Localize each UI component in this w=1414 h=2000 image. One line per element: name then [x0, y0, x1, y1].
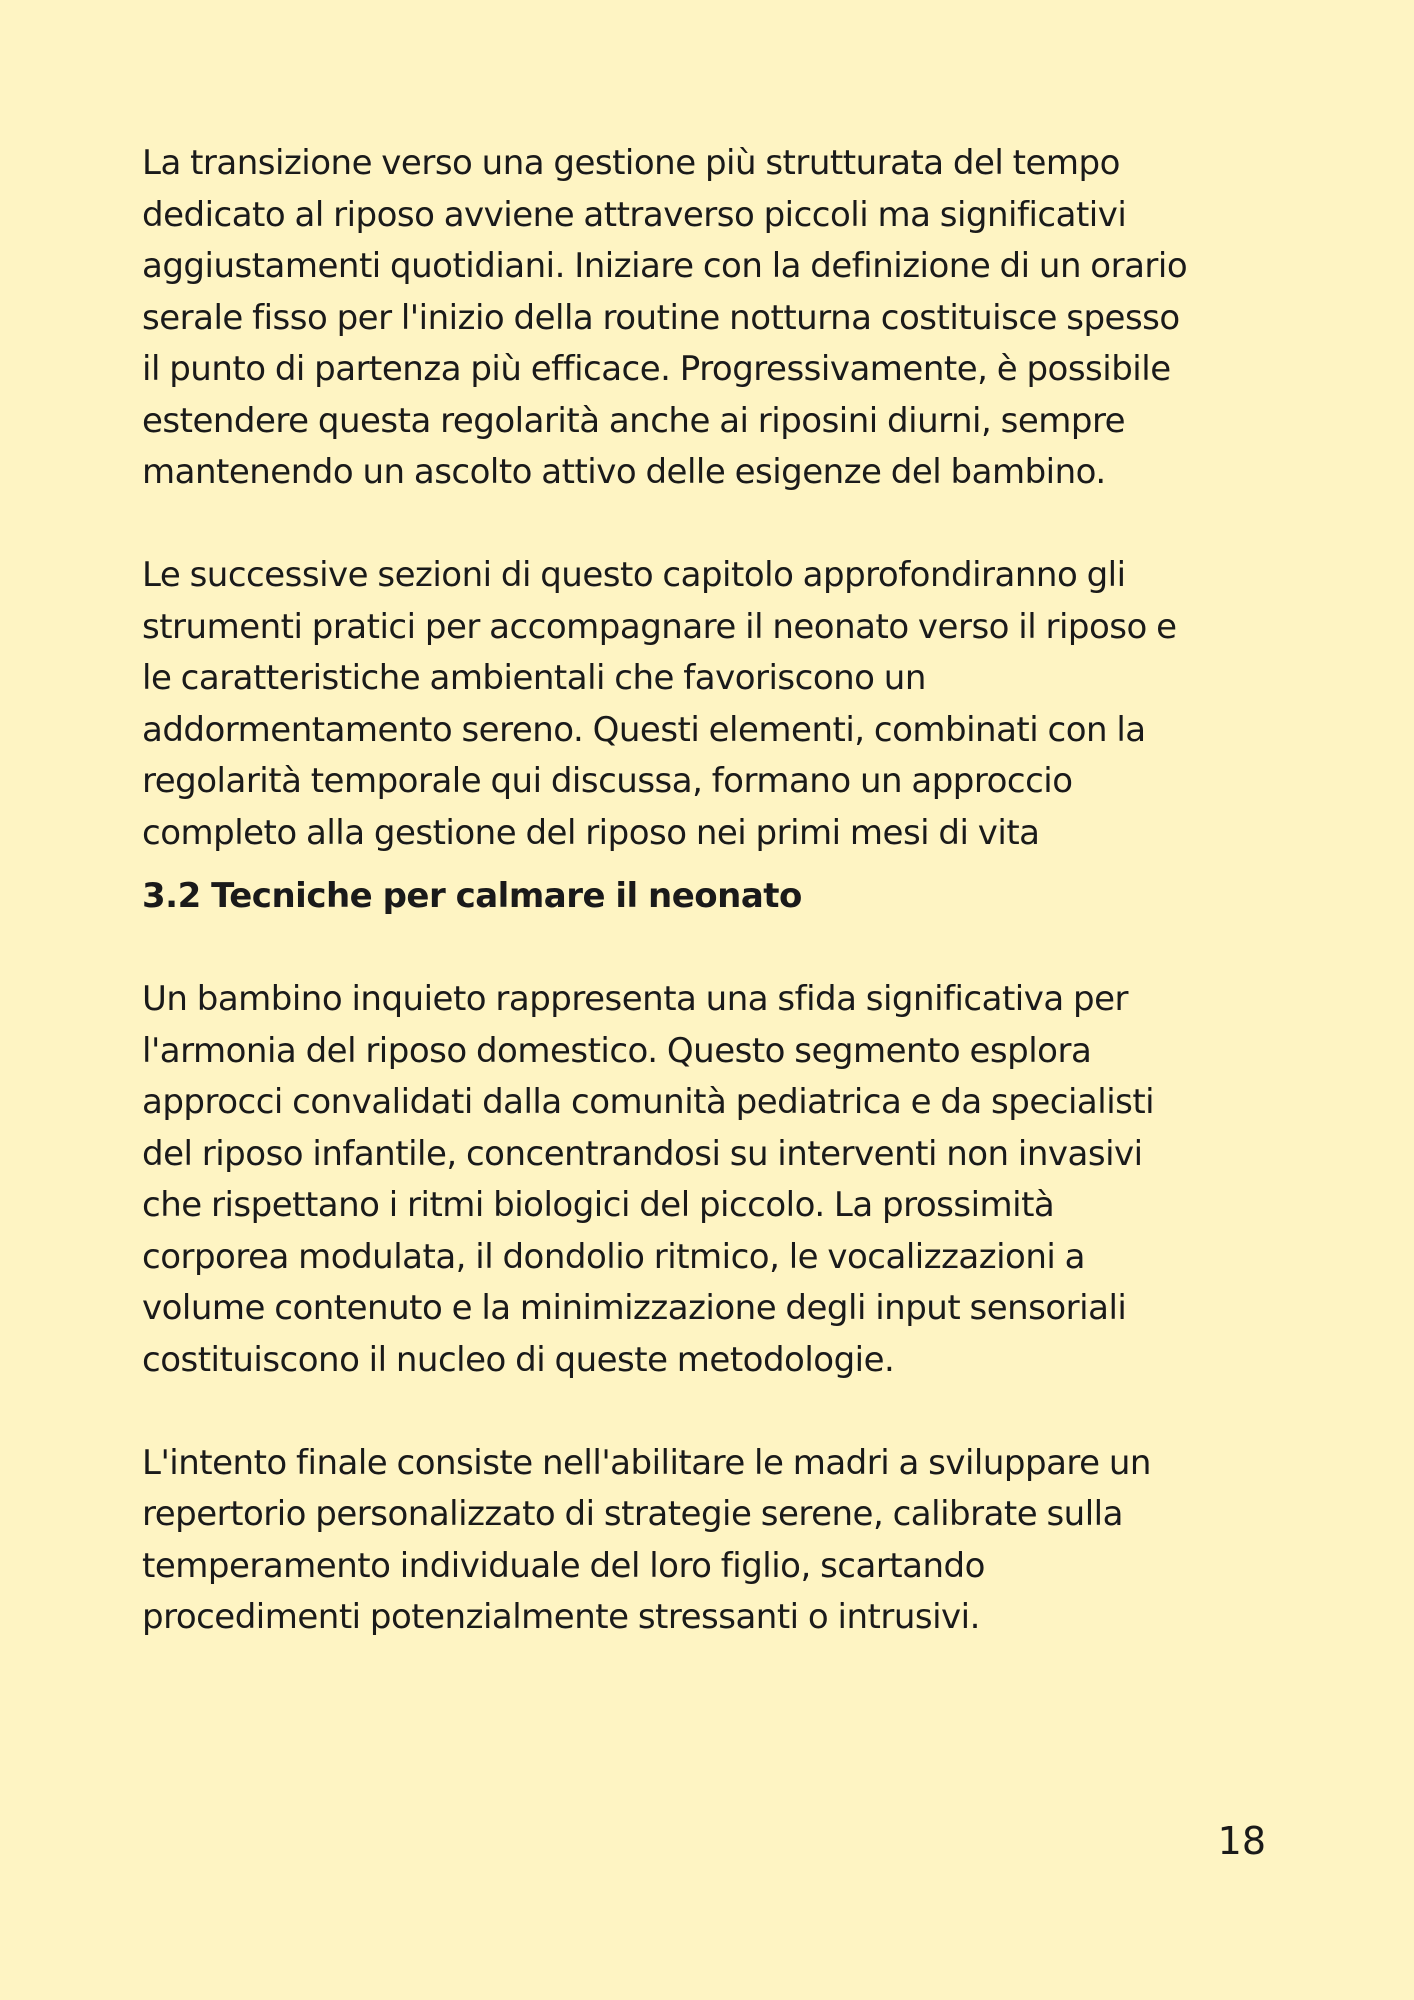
body-paragraph: Un bambino inquieto rappresenta una sfida significativa per l'armonia del riposo domestico. Questo segmento esplora approcci convalidati dalla comunità pediatrica e da specialisti del riposo infantile, concentrandosi su interventi non invasivi che rispettano i ritmi biologici del piccolo. La prossimità corporea modulata, il dondolio ritmico, le vocalizzazioni a volume contenuto e la minimizzazione degli input sensoriali costituiscono il nucleo di queste metodologie. [142, 979, 1155, 1380]
body-paragraph: L'intento finale consiste nell'abilitare le madri a sviluppare un repertorio personalizzato di strategie serene, calibrate sulla temperamento individuale del loro figlio, scartando procedimenti potenzialmente stressanti o intrusivi. [142, 1442, 1151, 1637]
page-body [142, 138, 1282, 1644]
body-paragraph: La transizione verso una gestione più strutturata del tempo dedicato al riposo avviene attraverso piccoli ma significativi aggiustamenti quotidiani. Iniziare con la definizione di un orario serale fisso per l'inizio della routine notturna costituisce spesso il punto di partenza più efficace. Progressivamente, è possibile estendere questa regolarità anche ai riposini diurni, sempre mantenendo un ascolto attivo delle esigenze del bambino. [142, 143, 1188, 492]
body-paragraph: Le successive sezioni di questo capitolo approfondiranno gli strumenti pratici per accompagnare il neonato verso il riposo e le caratteristiche ambientali che favoriscono un addormentamento sereno. Questi elementi, combinati con la regolarità temporale qui discussa, formano un approccio completo alla gestione del riposo nei primi mesi di vita [142, 555, 1177, 853]
page-number: 18 [1217, 1819, 1266, 1863]
section-heading: 3.2 Tecniche per calmare il neonato [142, 876, 802, 916]
